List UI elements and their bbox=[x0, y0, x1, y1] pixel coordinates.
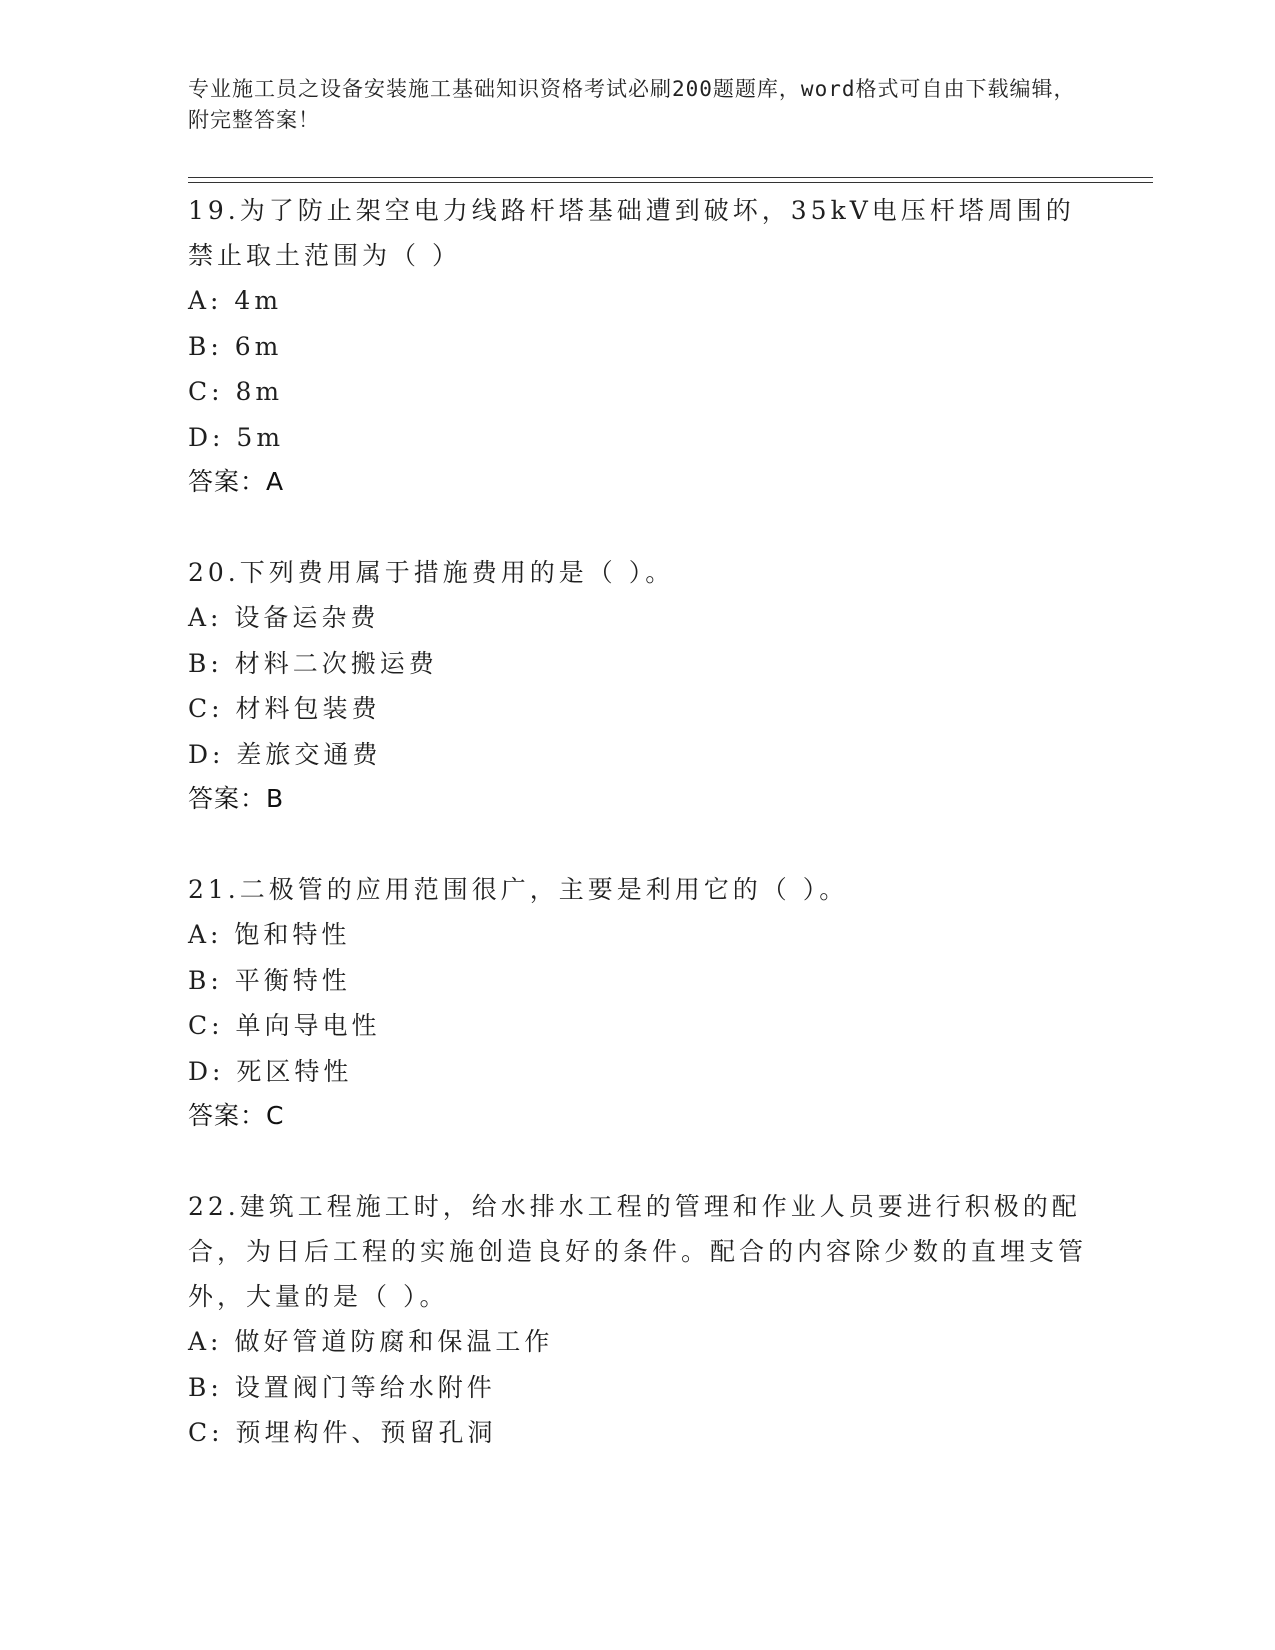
option-b: B: 材料二次搬运费 bbox=[188, 648, 438, 678]
option-a: A: 设备运杂费 bbox=[188, 603, 380, 632]
header-divider-top bbox=[188, 177, 1153, 178]
option-c: C: 材料包装费 bbox=[188, 694, 381, 723]
question-text: 19.为了防止架空电力线路杆塔基础遭到破坏，35kV电压杆塔周围的禁止取土范围为（ ） bbox=[188, 196, 1075, 270]
option-d: D: 5m bbox=[188, 422, 285, 452]
answer-label: 答案：B bbox=[188, 784, 285, 813]
question-19 bbox=[188, 188, 1088, 504]
header-divider-bottom bbox=[188, 182, 1153, 183]
question-21 bbox=[188, 867, 1088, 1138]
answer-label: 答案：A bbox=[188, 467, 285, 496]
option-c: C: 单向导电性 bbox=[188, 1011, 381, 1040]
option-a: A: 饱和特性 bbox=[188, 920, 351, 949]
question-text: 20.下列费用属于措施费用的是（ ）。 bbox=[188, 558, 675, 587]
question-20 bbox=[188, 550, 1088, 821]
answer-label: 答案：C bbox=[188, 1101, 285, 1130]
question-text: 21.二极管的应用范围很广，主要是利用它的（ ）。 bbox=[188, 875, 849, 904]
question-list bbox=[188, 188, 1088, 1502]
option-b: B: 6m bbox=[188, 331, 283, 361]
option-a: A: 做好管道防腐和保温工作 bbox=[188, 1327, 554, 1356]
option-c: C: 预埋构件、预留孔洞 bbox=[188, 1418, 497, 1447]
question-text: 22.建筑工程施工时，给水排水工程的管理和作业人员要进行积极的配合，为日后工程的实施创造良好的条件。配合的内容除少数的直埋支管外，大量的是（ ）。 bbox=[188, 1192, 1088, 1311]
option-a: A: 4m bbox=[188, 286, 283, 315]
option-c: C: 8m bbox=[188, 377, 284, 406]
option-d: D: 死区特性 bbox=[188, 1056, 353, 1086]
option-b: B: 平衡特性 bbox=[188, 965, 351, 995]
document-header: 专业施工员之设备安装施工基础知识资格考试必刷200题题库，word格式可自由下载编辑，附完整答案！ bbox=[188, 77, 1076, 132]
question-22 bbox=[188, 1184, 1088, 1456]
option-d: D: 差旅交通费 bbox=[188, 739, 382, 769]
option-b: B: 设置阀门等给水附件 bbox=[188, 1372, 496, 1402]
